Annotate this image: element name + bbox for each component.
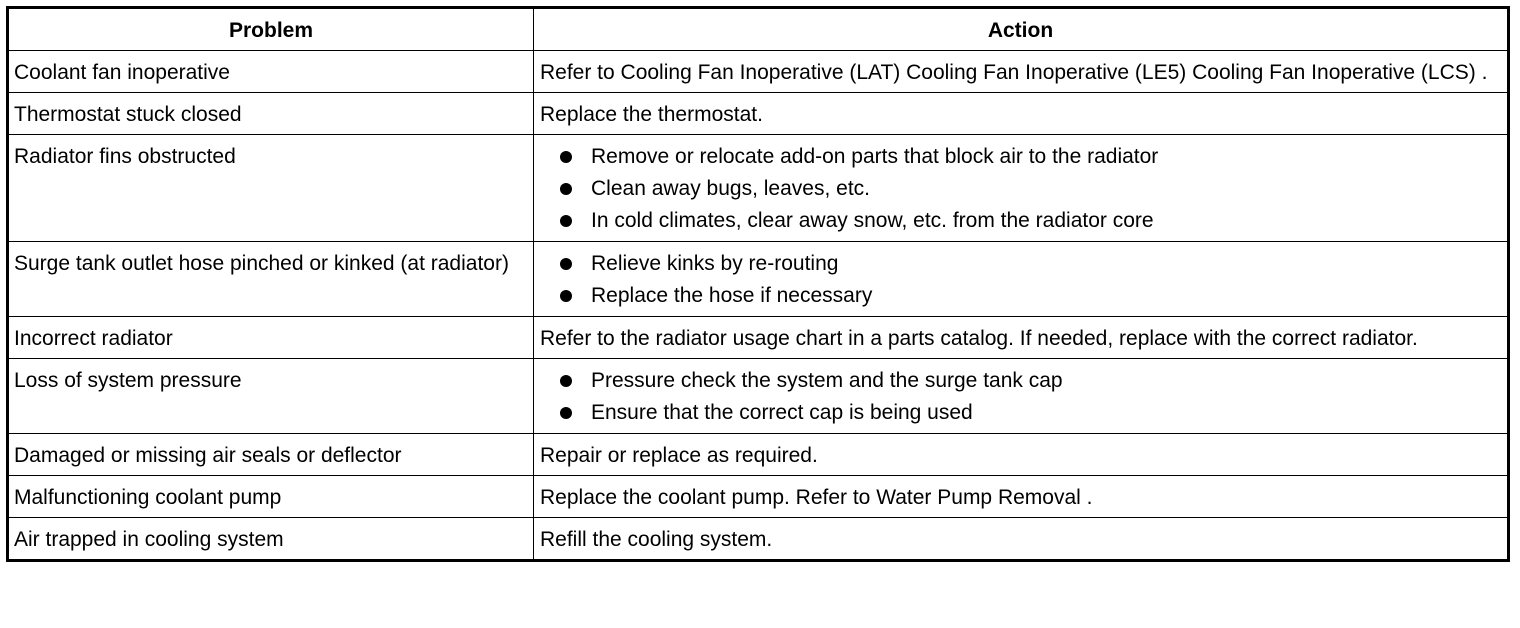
header-row [8,8,1509,51]
list-item [560,141,1503,173]
problem-cell: Malfunctioning coolant pump [8,476,534,518]
list-item [560,205,1503,237]
list-item [560,173,1503,205]
bullet-text: Remove or relocate add-on parts that block air to the radiator [591,145,1159,168]
table-row [8,518,1509,561]
bullet-icon [560,375,572,387]
problem-cell: Radiator fins obstructed [8,135,534,242]
bullet-icon [560,290,572,302]
bullet-text: Relieve kinks by re-routing [591,252,839,275]
bullet-text: In cold climates, clear away snow, etc. from the radiator core [591,209,1154,232]
table-row [8,317,1509,359]
bullet-icon [560,151,572,163]
action-cell: Refer to Cooling Fan Inoperative (LAT) Cooling Fan Inoperative (LE5) Cooling Fan Inoperative (LCS) . [534,51,1509,93]
problem-cell: Coolant fan inoperative [8,51,534,93]
action-cell: Refill the cooling system. [534,518,1509,561]
table-row [8,359,1509,434]
problem-column-header: Problem [8,8,534,51]
action-cell: Repair or replace as required. [534,434,1509,476]
list-item [560,280,1503,312]
diagnosis-table-container [6,6,1507,562]
table-row [8,476,1509,518]
action-bullet-list [540,141,1503,237]
table-row [8,135,1509,242]
table-row [8,51,1509,93]
problem-cell: Damaged or missing air seals or deflector [8,434,534,476]
problem-cell: Air trapped in cooling system [8,518,534,561]
action-cell [534,242,1509,317]
action-cell [534,135,1509,242]
bullet-text: Pressure check the system and the surge tank cap [591,369,1063,392]
action-bullet-list [540,365,1503,429]
bullet-icon [560,183,572,195]
problem-cell: Loss of system pressure [8,359,534,434]
table-row [8,434,1509,476]
list-item [560,397,1503,429]
action-cell: Replace the thermostat. [534,93,1509,135]
list-item [560,248,1503,280]
action-column-header: Action [534,8,1509,51]
bullet-icon [560,258,572,270]
action-bullet-list [540,248,1503,312]
bullet-icon [560,215,572,227]
diagnosis-table [6,6,1510,562]
problem-cell: Incorrect radiator [8,317,534,359]
list-item [560,365,1503,397]
bullet-text: Clean away bugs, leaves, etc. [591,177,870,200]
action-cell [534,359,1509,434]
problem-cell: Thermostat stuck closed [8,93,534,135]
action-cell: Replace the coolant pump. Refer to Water Pump Removal . [534,476,1509,518]
bullet-text: Ensure that the correct cap is being used [591,401,973,424]
action-cell: Refer to the radiator usage chart in a parts catalog. If needed, replace with the correct radiator. [534,317,1509,359]
bullet-text: Replace the hose if necessary [591,284,873,307]
table-row [8,242,1509,317]
table-row [8,93,1509,135]
bullet-icon [560,407,572,419]
problem-cell: Surge tank outlet hose pinched or kinked (at radiator) [8,242,534,317]
